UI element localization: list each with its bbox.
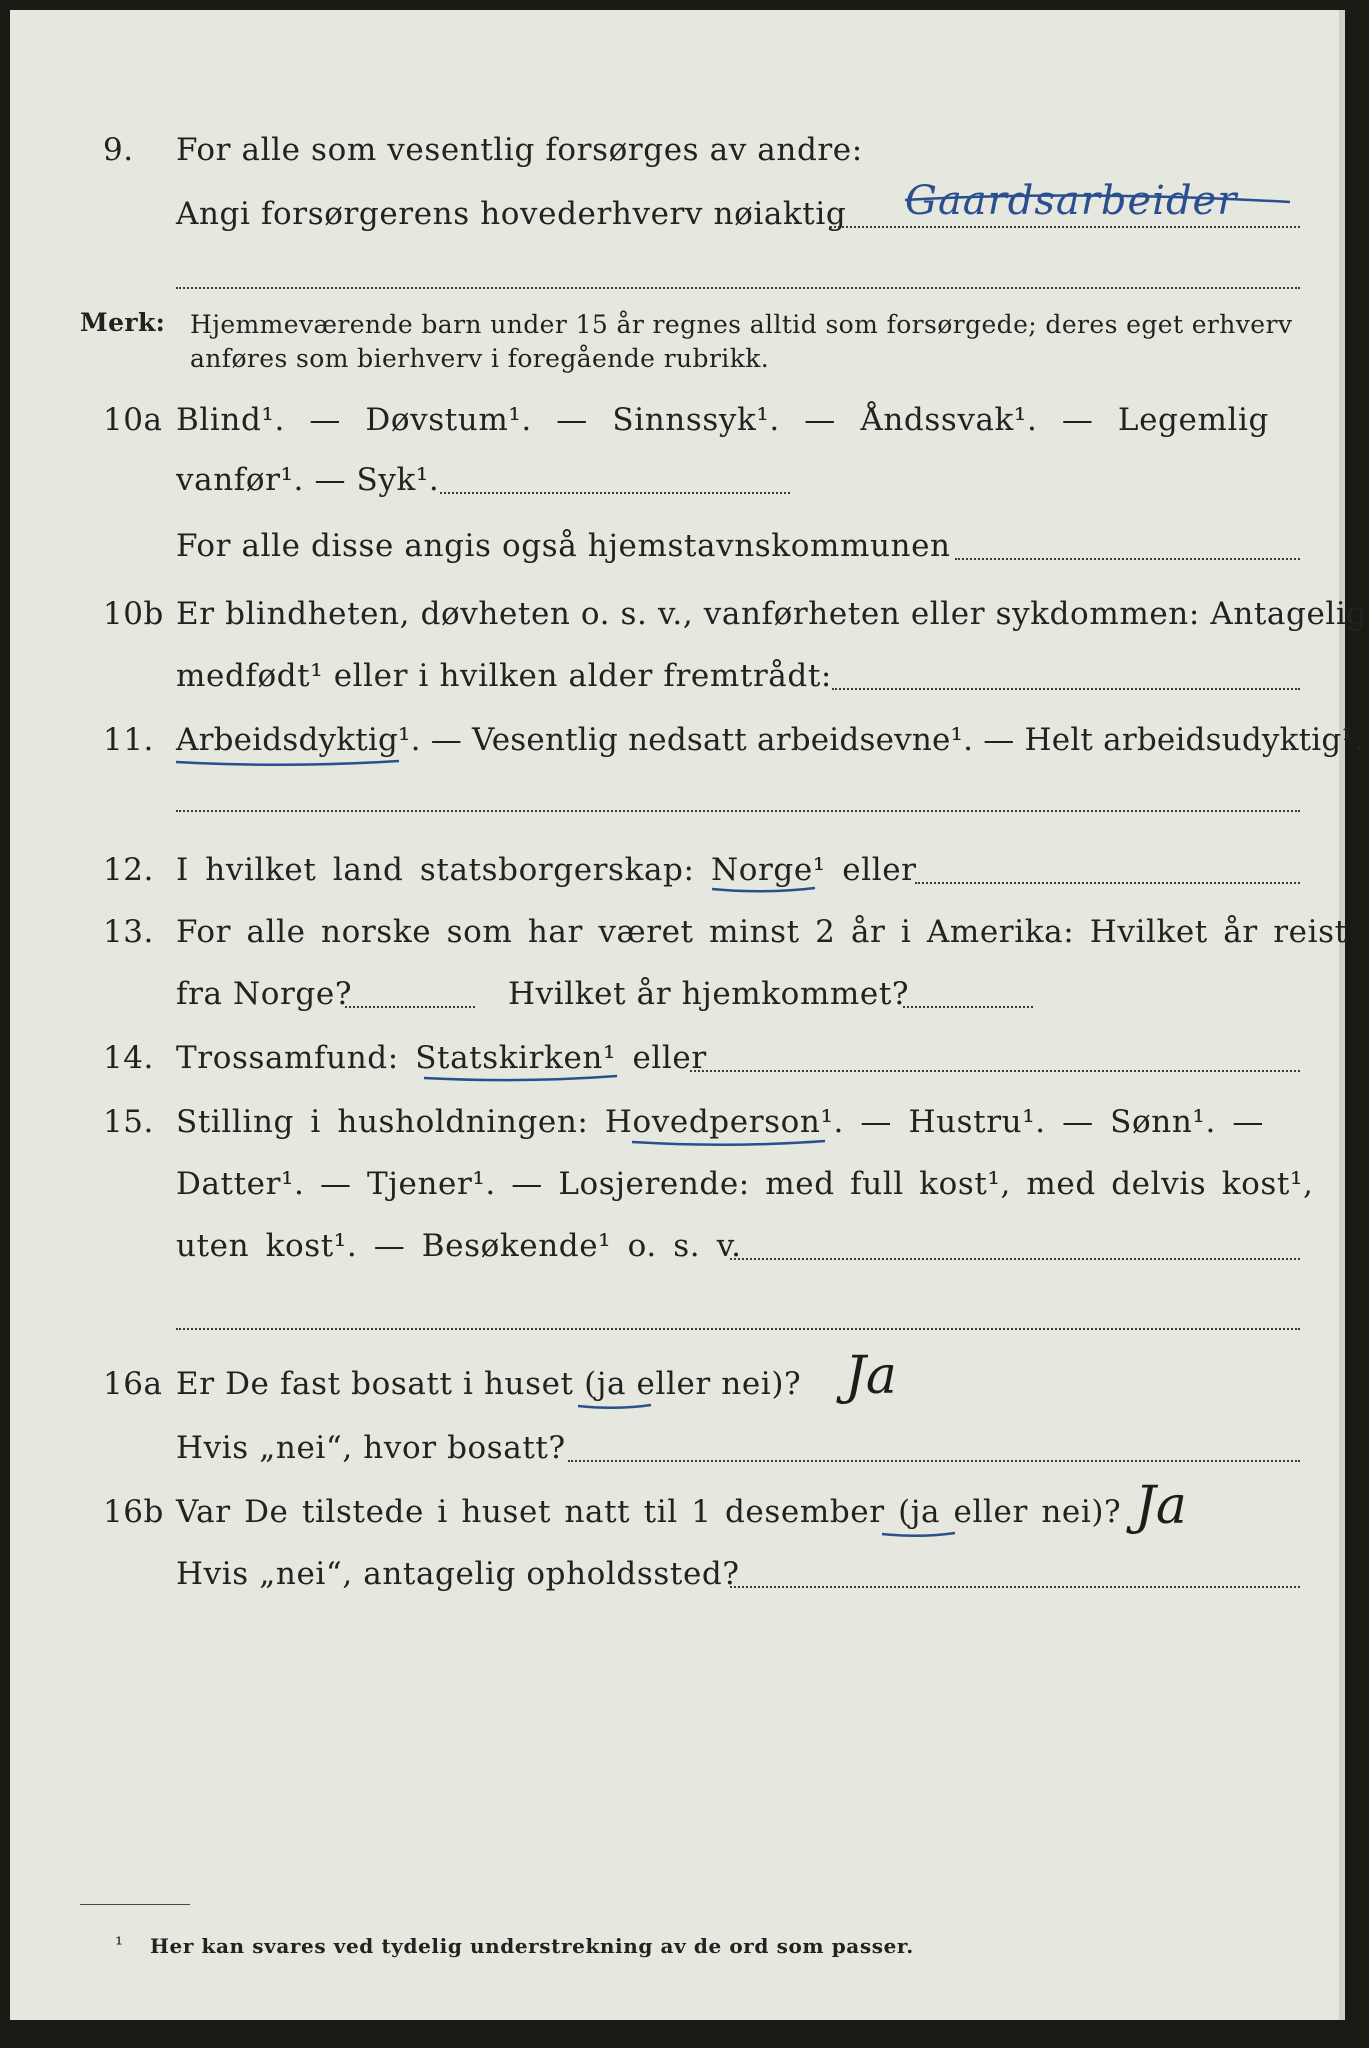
q15-answer-line (730, 1258, 1300, 1260)
q15-line2: Datter¹. — Tjener¹. — Losjerende: med full kost¹, med delvis kost¹, (176, 1166, 1314, 1202)
footnote-text: Her kan svares ved tydelig understrekning av de ord som passer. (150, 1934, 914, 1958)
q12-line1: I hvilket land statsborgerskap: Norge¹ eller (176, 852, 917, 888)
q15-underline-mark (630, 1136, 830, 1152)
q15-line3: uten kost¹. — Besøkende¹ o. s. v. (176, 1228, 742, 1264)
q16b-number: 16b (103, 1494, 164, 1530)
q15-number: 15. (103, 1104, 154, 1140)
q13-number: 13. (103, 914, 154, 950)
q13-line2b: Hvilket år hjemkommet? (508, 976, 910, 1012)
footnote-rule (80, 1904, 190, 1905)
q10a-kommune-line (955, 558, 1300, 560)
merk-line2: anføres som bierhverv i foregående rubrikk. (190, 344, 770, 373)
q13-line2a: fra Norge? (176, 976, 353, 1012)
q16b-line1: Var De tilstede i huset natt til 1 desember (ja eller nei)? (176, 1494, 1122, 1530)
q16b-handwritten-answer[interactable]: Ja (1135, 1476, 1187, 1536)
q16a-handwritten-answer[interactable]: Ja (845, 1346, 897, 1406)
footnote-mark: ¹ (115, 1932, 124, 1956)
q10a-line1: Blind¹. — Døvstum¹. — Sinnssyk¹. — Åndssvak¹. — Legemlig (176, 402, 1269, 438)
q10a-number: 10a (103, 402, 163, 438)
q16a-answer-line (568, 1460, 1300, 1462)
q16b-answer-line (730, 1586, 1300, 1588)
q11-line1: Arbeidsdyktig¹. — Vesentlig nedsatt arbeidsevne¹. — Helt arbeidsudyktig¹. (176, 722, 1365, 758)
q10a-line3: For alle disse angis også hjemstavnskommunen (176, 528, 951, 564)
q16b-underline-mark (880, 1528, 960, 1542)
merk-line1: Hjemmeværende barn under 15 år regnes alltid som forsørgede; deres eget erhverv (190, 310, 1293, 339)
q10b-line2: medfødt¹ eller i hvilken alder fremtrådt: (176, 658, 832, 694)
q14-underline-mark (422, 1072, 622, 1086)
q15-extra-line (176, 1328, 1300, 1330)
q12-answer-line (915, 882, 1300, 884)
q9-line1: For alle som vesentlig forsørges av andre: (176, 132, 863, 168)
q15-line1: Stilling i husholdningen: Hovedperson¹. — Hustru¹. — Sønn¹. — (176, 1104, 1264, 1140)
q12-number: 12. (103, 852, 154, 888)
q11-extra-line (176, 810, 1300, 812)
q9-extra-line (176, 287, 1300, 289)
q14-number: 14. (103, 1040, 154, 1076)
q16a-number: 16a (103, 1366, 163, 1402)
q16a-underline-mark (576, 1400, 656, 1414)
q11-number: 11. (103, 722, 154, 758)
q9-number: 9. (103, 132, 134, 168)
q9-handwritten-answer[interactable]: Gaardsarbeider (905, 178, 1238, 224)
q9-line2: Angi forsørgerens hovederhverv nøiaktig (176, 196, 847, 232)
q13-hjemkommet-line (903, 1006, 1033, 1008)
q10b-line1: Er blindheten, døvheten o. s. v., vanførheten eller sykdommen: Antagelig (176, 596, 1367, 632)
q10a-syk-line (440, 492, 790, 494)
q14-answer-line (690, 1070, 1300, 1072)
q13-reist-line (345, 1006, 475, 1008)
q13-line1: For alle norske som har været minst 2 år i Amerika: Hvilket år reist (176, 914, 1348, 950)
merk-label: Merk: (80, 308, 166, 337)
q11-underline-mark (174, 756, 404, 772)
q16a-line1: Er De fast bosatt i huset (ja eller nei)? (176, 1366, 802, 1402)
q14-line1: Trossamfund: Statskirken¹ eller (176, 1040, 707, 1076)
q10a-line2: vanfør¹. — Syk¹. (176, 462, 440, 498)
q16a-line2: Hvis „nei“, hvor bosatt? (176, 1430, 566, 1466)
q16b-line2: Hvis „nei“, antagelig opholdssted? (176, 1556, 740, 1592)
q12-underline-mark (710, 884, 820, 898)
q10b-answer-line (832, 688, 1300, 690)
census-form-page (10, 10, 1367, 2020)
q10b-number: 10b (103, 596, 164, 632)
q9-strike-lines (900, 180, 1300, 240)
